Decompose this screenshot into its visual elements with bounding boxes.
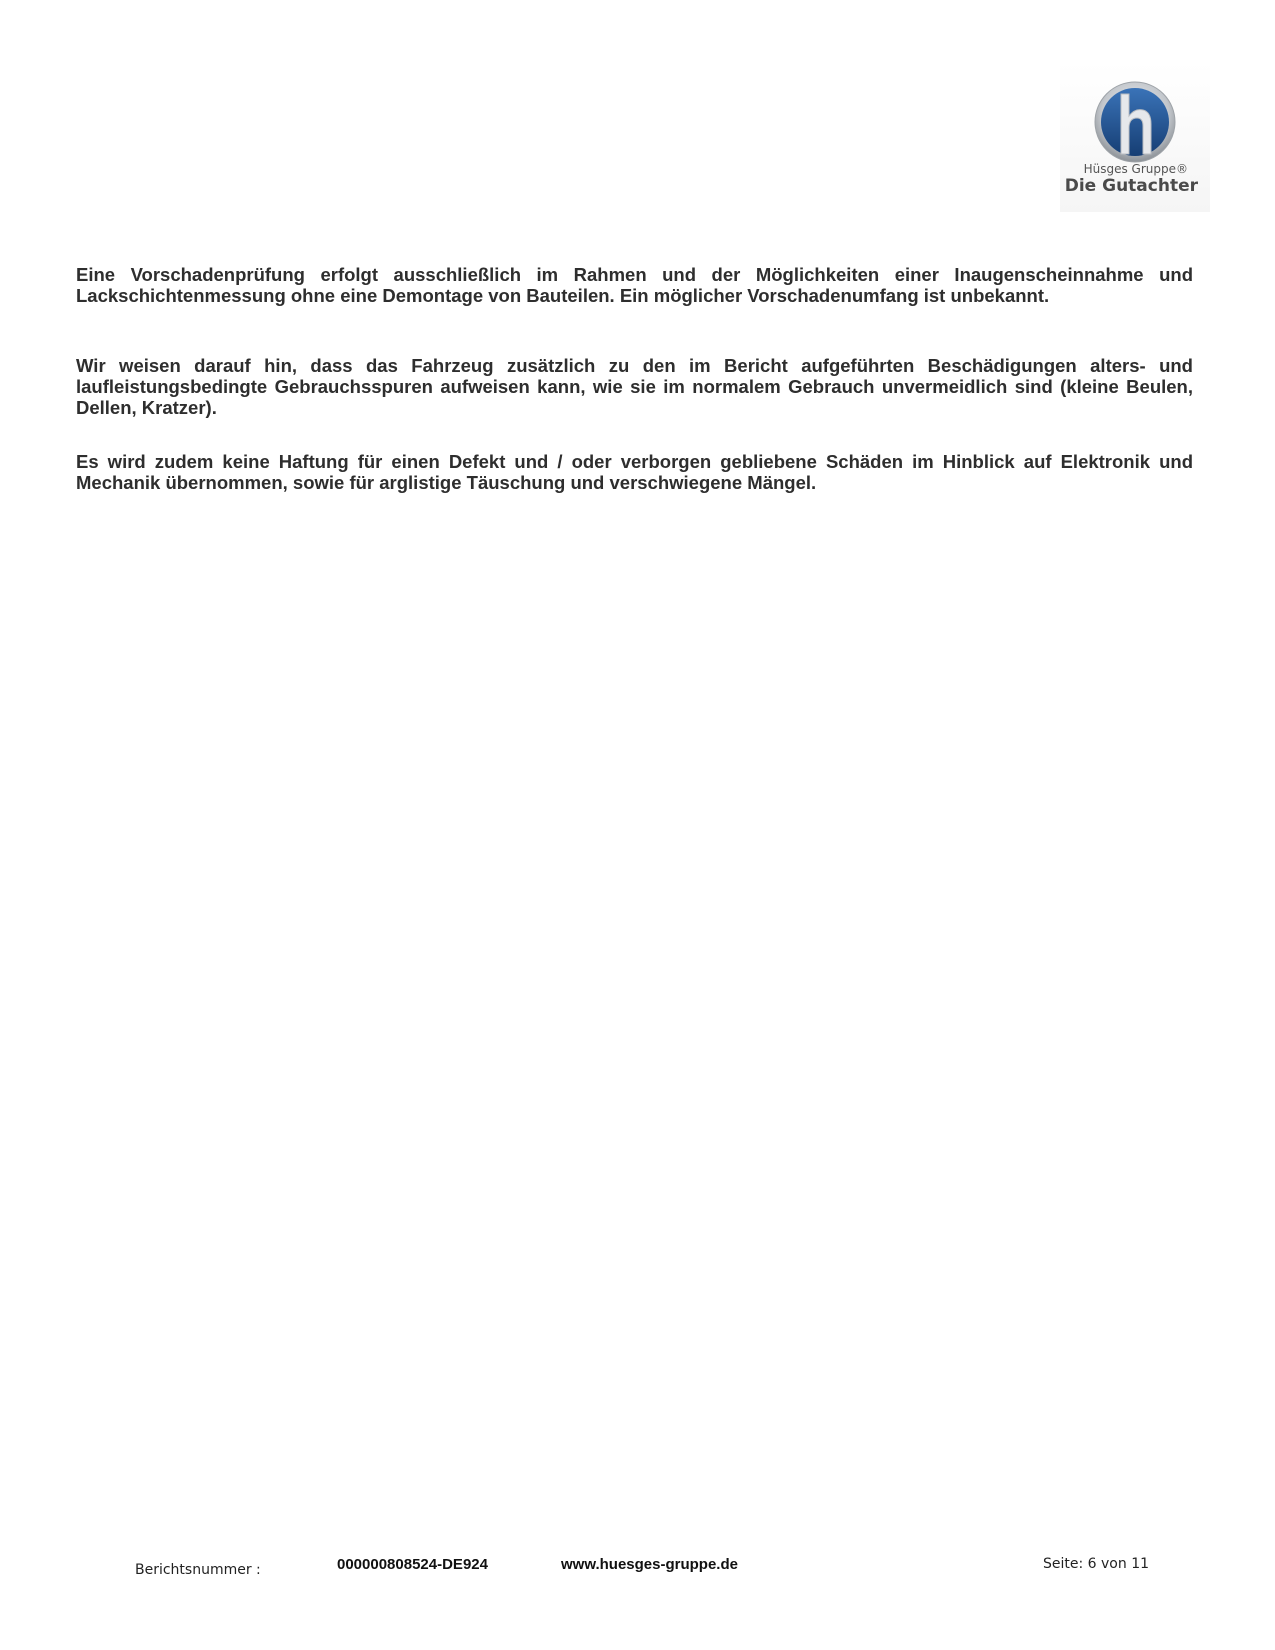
- disclaimer-section: [76, 264, 1193, 493]
- website-link[interactable]: www.huesges-gruppe.de: [561, 1556, 738, 1573]
- disclaimer-paragraph-1: Eine Vorschadenprüfung erfolgt ausschließlich im Rahmen und der Möglichkeiten einer Inaugenscheinnahme und Lackschichtenmessung ohne eine Demontage von Bauteilen. Ein möglicher Vorschadenumfang ist unbekannt.: [76, 264, 1193, 306]
- logo-brand-large: Die Gutachter: [1064, 176, 1198, 196]
- disclaimer-paragraph-3: Es wird zudem keine Haftung für einen Defekt und / oder verborgen gebliebene Schäden im Hinblick auf Elektronik und Mechanik übernommen, sowie für arglistige Täuschung und verschwiegene Mängel.: [76, 451, 1193, 493]
- disclaimer-paragraph-2: Wir weisen darauf hin, dass das Fahrzeug zusätzlich zu den im Bericht aufgeführten Beschädigungen alters- und laufleistungsbedingte Gebrauchsspuren aufweisen kann, wie sie im normalem Gebrauch unvermeidlich sind (kleine Beulen, Dellen, Kratzer).: [76, 355, 1193, 418]
- report-number: 000000808524-DE924: [337, 1556, 488, 1573]
- huesges-h-logo-icon: [1093, 80, 1177, 164]
- page-indicator: Seite: 6 von 11: [1043, 1556, 1150, 1572]
- report-number-label: Berichtsnummer :: [135, 1562, 261, 1578]
- company-logo: [1060, 62, 1210, 212]
- logo-brand-small: Hüsges Gruppe®: [1083, 162, 1188, 176]
- page-footer: [0, 1556, 1275, 1586]
